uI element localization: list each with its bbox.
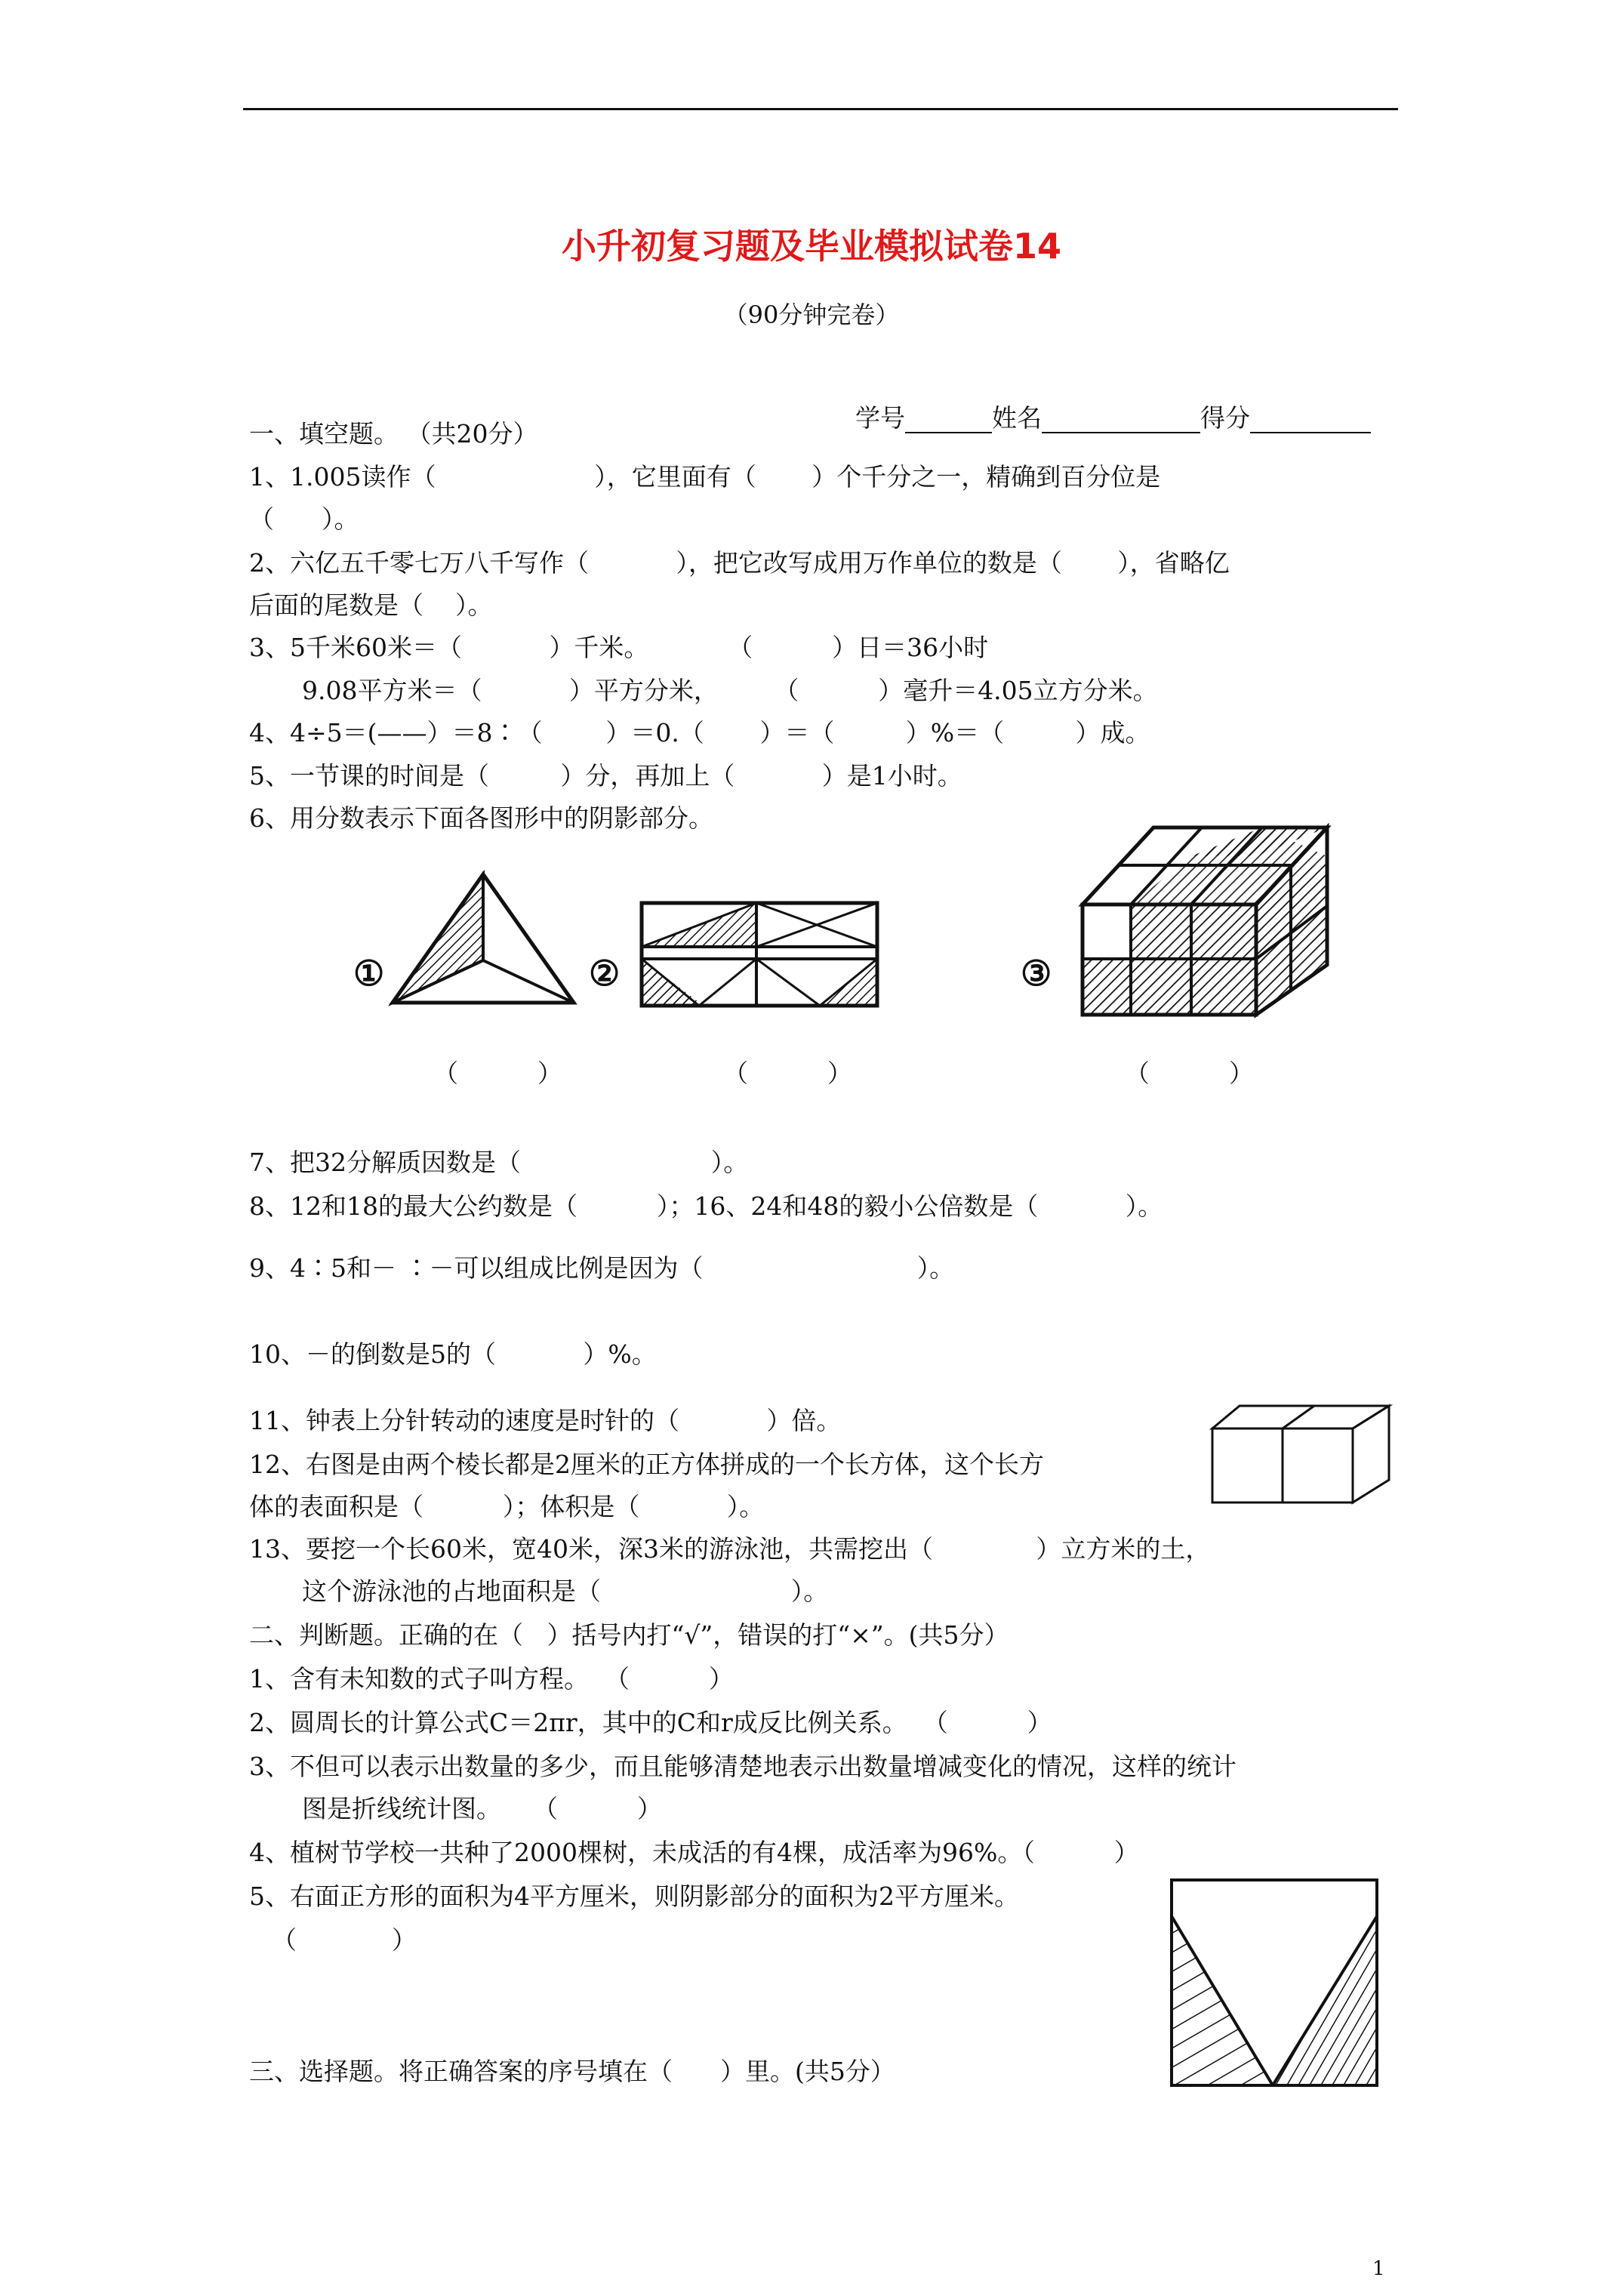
figure-label-2: ② xyxy=(589,953,621,994)
section3-heading: 三、选择题。将正确答案的序号填在（ ）里。(共5分） xyxy=(249,2057,895,2086)
question-1-3: 3、5千米60米＝（ ）千米。 （ ）日＝36小时 xyxy=(249,633,989,662)
question-1-3-cont: 9.08平方米＝（ ）平方分米， （ ）毫升＝4.05立方分米。 xyxy=(302,676,1158,705)
figure-2-answer[interactable]: （ ） xyxy=(723,1059,852,1088)
figure-3-answer[interactable]: （ ） xyxy=(1125,1059,1254,1088)
question-1-5: 5、一节课的时间是（ ）分，再加上（ ）是1小时。 xyxy=(249,761,962,791)
figure-two-cubes xyxy=(1208,1403,1394,1507)
score-label: 得分 xyxy=(1200,403,1250,433)
score-field[interactable] xyxy=(1250,406,1371,433)
question-1-1: 1、1.005读作（ ），它里面有（ ）个千分之一，精确到百分位是 xyxy=(249,462,1161,492)
figure-cube-box xyxy=(1078,823,1335,1021)
section1-heading: 一、填空题。 （共20分） xyxy=(249,419,538,448)
page-number: 1 xyxy=(1372,2257,1385,2280)
figure-square-v xyxy=(1169,1877,1380,2088)
student-info xyxy=(839,373,1371,433)
figure-triangle xyxy=(385,868,581,1012)
header-rule xyxy=(243,108,1398,110)
question-1-1-cont: （ ）。 xyxy=(249,504,359,534)
question-1-13-cont: 这个游泳池的占地面积是（ ）。 xyxy=(302,1576,829,1606)
question-1-6: 6、用分数表示下面各图形中的阴影部分。 xyxy=(249,803,713,833)
question-1-12-cont: 体的表面积是（ ）；体积是（ ）。 xyxy=(249,1492,765,1521)
question-1-8: 8、12和18的最大公约数是（ ）；16、24和48的毅小公倍数是（ ）。 xyxy=(249,1191,1163,1221)
question-2-1: 1、含有未知数的式子叫方程。 （ ） xyxy=(249,1664,734,1693)
student-no-label: 学号 xyxy=(855,403,905,433)
question-1-2: 2、六亿五千零七万八千写作（ ），把它改写成用万作单位的数是（ ），省略亿 xyxy=(249,548,1230,578)
question-1-4: 4、4÷5＝(——）＝8∶（ ）＝0.（ ）＝（ ）%＝（ ）成。 xyxy=(249,718,1150,747)
figure-rectangle xyxy=(636,897,883,1012)
name-field[interactable] xyxy=(1042,406,1200,433)
question-1-12: 12、右图是由两个棱长都是2厘米的正方体拼成的一个长方体，这个长方 xyxy=(249,1450,1044,1479)
exam-title: 小升初复习题及毕业模拟试卷14 xyxy=(561,226,1061,267)
student-no-field[interactable] xyxy=(905,406,992,433)
question-1-2-cont: 后面的尾数是（ ）。 xyxy=(249,590,493,620)
question-1-7: 7、把32分解质因数是（ ）。 xyxy=(249,1148,749,1177)
question-2-3-cont: 图是折线统计图。 （ ） xyxy=(302,1794,662,1823)
question-2-2: 2、圆周长的计算公式C＝2πr，其中的C和r成反比例关系。 （ ） xyxy=(249,1708,1052,1737)
question-2-5: 5、右面正方形的面积为4平方厘米，则阴影部分的面积为2平方厘米。 xyxy=(249,1881,1019,1911)
name-label: 姓名 xyxy=(991,403,1042,433)
figure-label-1: ① xyxy=(353,953,385,994)
question-1-10: 10、－的倒数是5的（ ）%。 xyxy=(249,1339,657,1369)
exam-subtitle: （90分钟完卷） xyxy=(723,300,900,329)
question-1-13: 13、要挖一个长60米，宽40米，深3米的游泳池，共需挖出（ ）立方米的土， xyxy=(249,1534,1211,1564)
figure-label-3: ③ xyxy=(1021,953,1052,994)
figure-1-answer[interactable]: （ ） xyxy=(433,1059,562,1088)
question-2-5-cont[interactable]: （ ） xyxy=(272,1925,417,1955)
question-1-9: 9、4∶5和－ ∶－可以组成比例是因为（ ）。 xyxy=(249,1253,955,1283)
section2-heading: 二、判断题。正确的在（ ）括号内打“√”，错误的打“×”。(共5分） xyxy=(249,1620,1009,1650)
question-1-11: 11、钟表上分针转动的速度是时针的（ ）倍。 xyxy=(249,1406,842,1435)
question-2-3: 3、不但可以表示出数量的多少，而且能够清楚地表示出数量增减变化的情况，这样的统计 xyxy=(249,1752,1236,1781)
question-2-4: 4、植树节学校一共种了2000棵树，未成活的有4棵，成活率为96%。（ ） xyxy=(249,1838,1139,1867)
